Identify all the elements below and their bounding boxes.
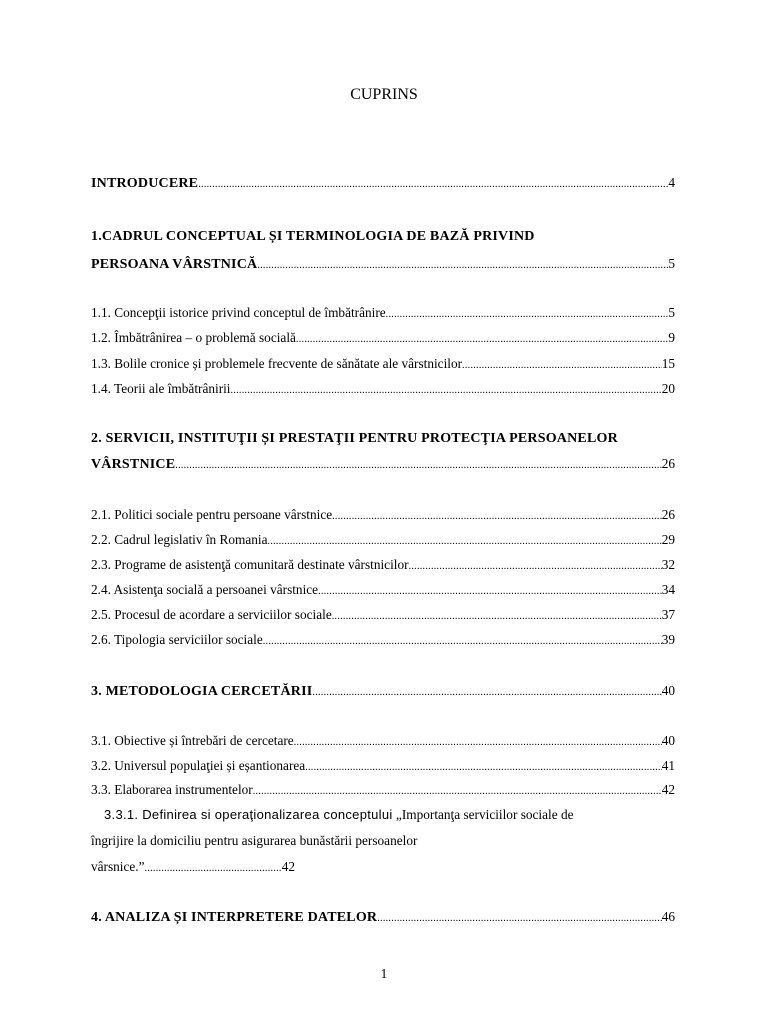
toc-chapter-2-line1: 2. SERVICII, INSTITUŢII ȘI PRESTAŢII PENTRU PROTECŢIA PERSOANELOR <box>91 431 618 446</box>
toc-entry-1-1 <box>91 305 675 323</box>
toc-entry-1-4 <box>91 381 675 399</box>
toc-entry-page: 20 <box>661 381 675 396</box>
toc-entry-page: 26 <box>661 456 675 471</box>
toc-entry-label: 1.2. Îmbătrânirea – o problemă socială <box>91 330 296 345</box>
leader-dots <box>312 685 661 701</box>
toc-chapter-1 <box>91 256 675 274</box>
toc-entry-label: 2.5. Procesul de acordare a serviciilor sociale <box>91 607 332 622</box>
toc-entry-sans-part: 3.3.1. Definirea si operaţionalizarea conceptului <box>104 807 393 822</box>
toc-entry-label: 2.4. Asistenţa socială a persoanei vârstnice <box>91 582 319 597</box>
toc-entry-page: 42 <box>661 782 675 797</box>
toc-chapter-3 <box>91 683 675 701</box>
toc-entry-label: vârsnice.” <box>91 859 145 874</box>
toc-entry-3-3-1-line2: îngrijire la domiciliu pentru asigurarea bunăstării persoanelor <box>91 833 418 848</box>
toc-entry-3-1 <box>91 733 675 751</box>
toc-entry-page: 5 <box>668 256 675 271</box>
leader-dots <box>253 784 662 800</box>
toc-entry-label: 2.6. Tipologia serviciilor sociale <box>91 632 263 647</box>
leader-dots <box>318 584 662 600</box>
toc-chapter-4 <box>91 909 675 927</box>
toc-entry-label: 4. ANALIZA ȘI INTERPRETERE DATELOR <box>91 910 378 925</box>
toc-entry-2-5 <box>91 607 675 625</box>
toc-entry-page: 40 <box>661 683 675 698</box>
leader-dots <box>409 559 662 575</box>
toc-entry-page: 40 <box>661 733 675 748</box>
toc-entry-page: 26 <box>661 507 675 522</box>
toc-chapter-2 <box>91 456 675 474</box>
leader-dots <box>257 258 668 274</box>
leader-dots <box>462 358 662 374</box>
leader-dots <box>175 458 661 474</box>
toc-entry-page: 39 <box>661 632 675 647</box>
toc-entry-2-2 <box>91 532 675 550</box>
leader-dots <box>268 534 662 550</box>
toc-entry-2-6 <box>91 632 675 650</box>
toc-entry-page: 4 <box>668 175 675 190</box>
page-number: 1 <box>380 966 388 981</box>
toc-entry-3-3 <box>91 782 675 800</box>
toc-entry-page: 34 <box>661 582 675 597</box>
toc-entry-serif-part: „Importanţa serviciilor sociale de <box>392 807 574 822</box>
toc-entry-label: PERSOANA VÂRSTNICĂ <box>91 257 258 272</box>
toc-entry-page: 9 <box>668 330 675 345</box>
toc-entry-page: 29 <box>661 532 675 547</box>
toc-entry-2-1 <box>91 507 675 525</box>
toc-entry-page: 15 <box>661 356 675 371</box>
toc-chapter-1-line1: 1.CADRUL CONCEPTUAL ȘI TERMINOLOGIA DE BAZĂ PRIVIND <box>91 229 535 244</box>
toc-entry-label: 1.1. Concepţii istorice privind conceptul de îmbătrânire <box>91 305 386 320</box>
toc-entry-label: 3.1. Obiective și întrebări de cercetare <box>91 733 294 748</box>
toc-entry-1-2 <box>91 330 675 348</box>
toc-entry-3-2 <box>91 758 675 776</box>
toc-entry-page: 32 <box>661 557 675 572</box>
toc-entry-label: 2.1. Politici sociale pentru persoane vârstnice <box>91 507 333 522</box>
toc-entry-label: 3. METODOLOGIA CERCETĂRII <box>91 684 313 699</box>
toc-entry-page: 5 <box>668 305 675 320</box>
leader-dots <box>377 911 661 927</box>
toc-entry-3-3-1-line1 <box>104 807 574 823</box>
leader-dots <box>305 760 662 776</box>
toc-entry-label: 1.4. Teorii ale îmbătrânirii <box>91 381 231 396</box>
toc-entry-2-3 <box>91 557 675 575</box>
leader-dots <box>263 634 662 650</box>
leader-dots <box>231 383 662 399</box>
toc-entry-label: 1.3. Bolile cronice și problemele frecvente de sănătate ale vârstnicilor <box>91 356 463 371</box>
toc-entry-page: 37 <box>661 607 675 622</box>
toc-entry-introducere <box>91 175 675 193</box>
toc-entry-label: 3.3. Elaborarea instrumentelor <box>91 782 253 797</box>
toc-entry-label: 2.3. Programe de asistenţă comunitară destinate vârstnicilor <box>91 557 409 572</box>
toc-entry-label: VÂRSTNICE <box>91 457 176 472</box>
leader-dots: ................................................. <box>144 863 282 874</box>
toc-entry-label: 2.2. Cadrul legislativ în Romania <box>91 532 268 547</box>
toc-title: CUPRINS <box>350 86 418 103</box>
toc-entry-page: 46 <box>661 909 675 924</box>
toc-entry-label: INTRODUCERE <box>91 176 199 191</box>
leader-dots <box>332 509 662 525</box>
toc-entry-3-3-1-line3 <box>91 859 295 877</box>
leader-dots <box>198 177 668 193</box>
toc-entry-page: 42 <box>281 859 296 874</box>
leader-dots <box>294 735 662 751</box>
toc-entry-page: 41 <box>661 758 675 773</box>
toc-entry-2-4 <box>91 582 675 600</box>
toc-entry-1-3 <box>91 356 675 374</box>
toc-entry-label: 3.2. Universul populaţiei și eșantionarea <box>91 758 306 773</box>
leader-dots <box>386 307 669 323</box>
leader-dots <box>296 332 668 348</box>
leader-dots <box>332 609 662 625</box>
